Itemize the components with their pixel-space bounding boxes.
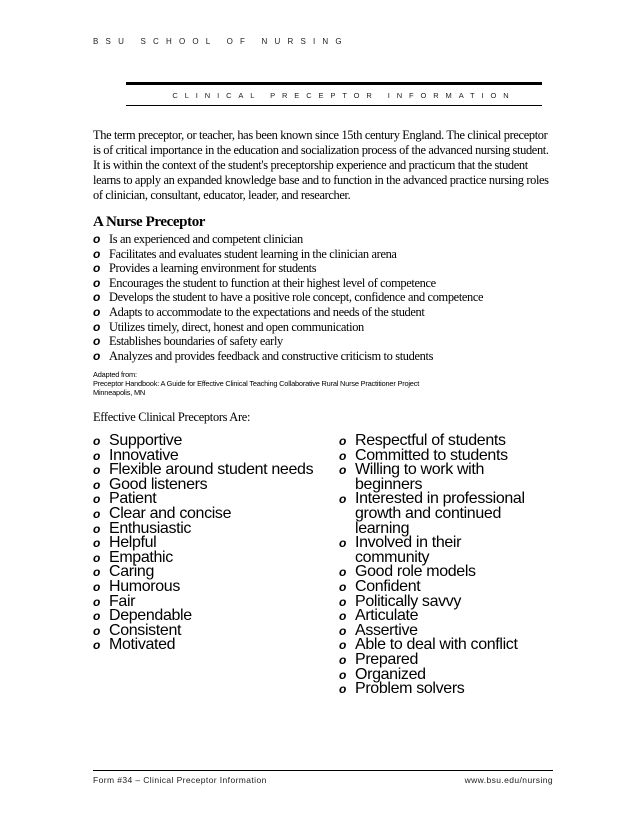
list-item (93, 247, 553, 262)
list-item (93, 320, 553, 335)
effective-preceptors-title: Effective Clinical Preceptors Are: (93, 410, 251, 425)
nurse-preceptor-list (93, 232, 553, 363)
trait-item-text: Enthusiastic (109, 519, 192, 537)
right-column (339, 434, 539, 697)
trait-item-text: Patient (109, 490, 157, 508)
bullet-icon: o (93, 565, 100, 580)
adapted-location: Minneapolis, MN (93, 388, 146, 398)
trait-item-text: Innovative (109, 446, 179, 464)
list-item-text: Analyzes and provides feedback and constructive criticism to students (109, 348, 434, 363)
list-item (93, 276, 553, 291)
bullet-icon: o (93, 477, 100, 492)
list-item-text: Establishes boundaries of safety early (109, 334, 283, 349)
bullet-icon: o (339, 492, 346, 507)
trait-item (339, 463, 539, 492)
trait-item-text: Assertive (355, 621, 418, 639)
trait-item-text: Respectful of students (355, 432, 506, 449)
bullet-icon: o (93, 506, 100, 521)
list-item (93, 334, 553, 349)
bullet-icon: o (93, 334, 100, 349)
bullet-icon: o (93, 261, 100, 276)
trait-item-text: Prepared (355, 650, 419, 668)
bullet-icon: o (339, 565, 346, 580)
bullet-icon: o (339, 652, 346, 667)
adapted-line: Adapted from: (93, 370, 137, 380)
bullet-icon: o (93, 348, 100, 363)
footer-url: www.bsu.edu/nursing (464, 775, 553, 785)
list-item-text: Utilizes timely, direct, honest and open communication (109, 319, 364, 334)
bullet-icon: o (93, 290, 100, 305)
trait-item-text: Clear and concise (109, 504, 232, 522)
trait-item-text: Confident (355, 577, 421, 595)
bullet-icon: o (93, 275, 100, 290)
trait-item-text: Committed to students (355, 446, 508, 464)
bullet-icon: o (93, 521, 100, 536)
bullet-icon: o (339, 434, 346, 448)
bullet-icon: o (339, 682, 346, 697)
list-item (93, 305, 553, 320)
trait-item-text: Articulate (355, 607, 419, 625)
list-item-text: Develops the student to have a positive role concept, confidence and competence (109, 290, 484, 305)
trait-item-text: Problem solvers (355, 680, 465, 698)
bullet-icon: o (93, 319, 100, 334)
main-content (93, 128, 553, 425)
trait-item (93, 638, 333, 653)
trait-item-text: Consistent (109, 621, 182, 639)
trait-item (339, 682, 539, 697)
footer-rule (93, 770, 553, 771)
trait-item-text: Motivated (109, 636, 176, 654)
bullet-icon: o (93, 623, 100, 638)
list-item (93, 349, 553, 364)
bullet-icon: o (339, 579, 346, 594)
trait-item-text: Humorous (109, 577, 181, 595)
list-item-text: Provides a learning environment for students (109, 261, 317, 276)
trait-item-text: Willing to work with beginners (355, 461, 485, 493)
bullet-icon: o (339, 667, 346, 682)
adapted-source: Preceptor Handbook: A Guide for Effective Clinical Teaching Collaborative Rural Nurse Practitioner Project (93, 379, 420, 389)
adapted-from-note (93, 370, 553, 397)
trait-item-text: Able to deal with conflict (355, 636, 518, 654)
section-title: CLINICAL PRECEPTOR INFORMATION (172, 91, 516, 100)
trait-item-text: Good listeners (109, 475, 208, 493)
bullet-icon: o (339, 594, 346, 609)
section-bar (126, 85, 542, 106)
footer-form-label: Form #34 – Clinical Preceptor Information (93, 775, 267, 785)
left-column (93, 434, 333, 653)
bullet-icon: o (93, 609, 100, 624)
school-header: BSU SCHOOL OF NURSING (93, 37, 349, 46)
list-item-text: Facilitates and evaluates student learning in the clinician arena (109, 246, 397, 261)
trait-item-text: Supportive (109, 432, 182, 449)
right-traits-list (339, 434, 539, 697)
bullet-icon: o (93, 246, 100, 261)
bullet-icon: o (339, 448, 346, 463)
trait-item-text: Politically savvy (355, 592, 462, 610)
trait-item-text: Organized (355, 665, 426, 683)
list-item (93, 290, 553, 305)
bullet-icon: o (93, 550, 100, 565)
trait-item (339, 536, 539, 565)
bullet-icon: o (339, 609, 346, 624)
list-item (93, 232, 553, 247)
bullet-icon: o (93, 434, 100, 448)
list-item-text: Adapts to accommodate to the expectations and needs of the student (109, 304, 425, 319)
bullet-icon: o (339, 536, 346, 551)
bullet-icon: o (93, 492, 100, 507)
bullet-icon: o (339, 638, 346, 653)
trait-item-text: Fair (109, 592, 136, 610)
bullet-icon: o (93, 448, 100, 463)
list-item-text: Encourages the student to function at their highest level of competence (109, 275, 436, 290)
bullet-icon: o (93, 232, 100, 246)
nurse-preceptor-heading: A Nurse Preceptor (93, 214, 206, 230)
bullet-icon: o (93, 594, 100, 609)
trait-item-text: Interested in professional growth and continued learning (355, 490, 525, 537)
trait-item-text: Helpful (109, 534, 157, 552)
bullet-icon: o (93, 638, 100, 653)
trait-item-text: Good role models (355, 563, 476, 581)
trait-item-text: Empathic (109, 548, 173, 566)
bullet-icon: o (339, 623, 346, 638)
bullet-icon: o (339, 463, 346, 478)
list-item (93, 261, 553, 276)
left-traits-list (93, 434, 333, 653)
trait-item-text: Involved in their community (355, 534, 462, 566)
intro-paragraph: The term preceptor, or teacher, has been known since 15th century England. The clinical preceptor is of critical importance in the education and socialization process of the advanced nursing student. It is within the context of the student's preceptorship experience and practicum that the student learns to apply an expanded knowledge base and to function in the advanced practice nursing roles of clinician, consultant, educator, leader, and researcher. (93, 128, 549, 202)
trait-item-text: Caring (109, 563, 155, 581)
bullet-icon: o (93, 579, 100, 594)
list-item-text: Is an experienced and competent clinician (109, 232, 303, 246)
trait-item-text: Dependable (109, 607, 192, 625)
bullet-icon: o (93, 304, 100, 319)
trait-item (339, 492, 539, 536)
bullet-icon: o (93, 536, 100, 551)
trait-item-text: Flexible around student needs (109, 461, 314, 479)
bullet-icon: o (93, 463, 100, 478)
